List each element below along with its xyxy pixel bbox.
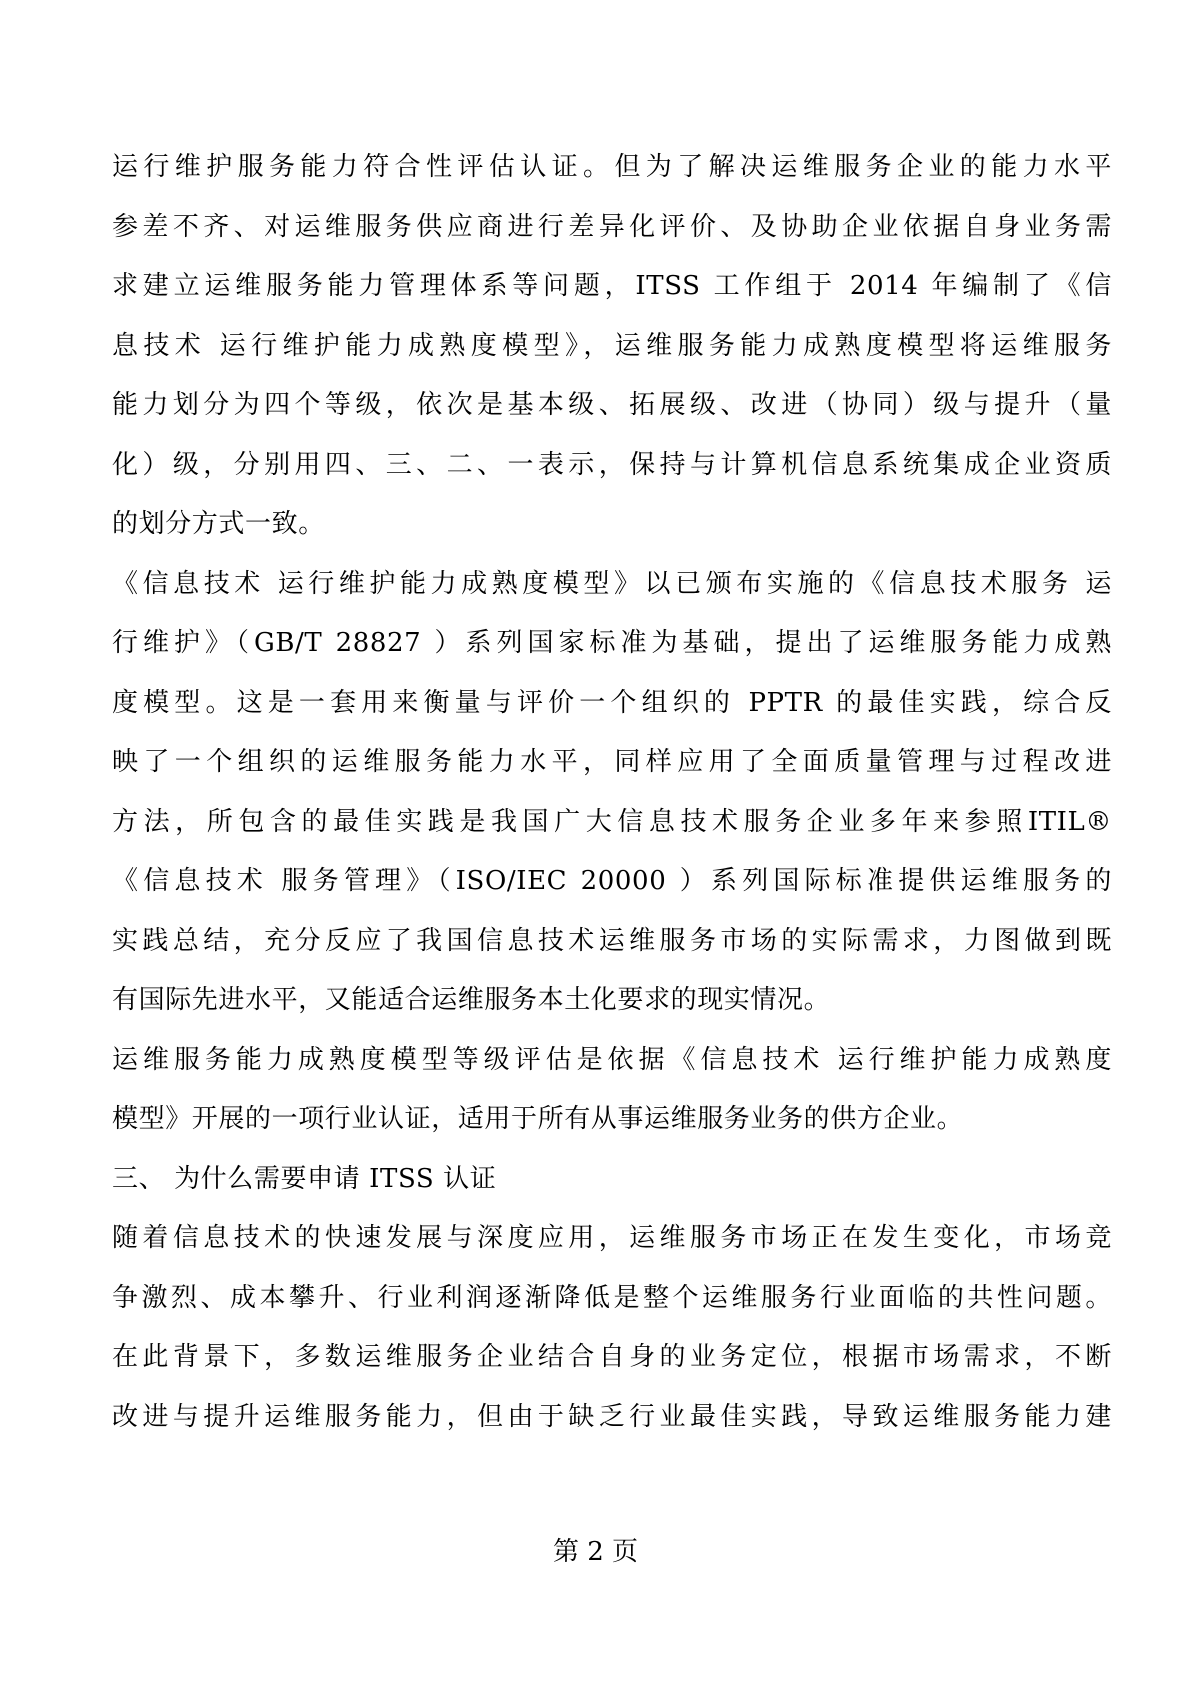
text-line: 能力划分为四个等级，依次是基本级、拓展级、改进（协同）级与提升（量 (112, 390, 1112, 420)
text-line: 在此背景下，多数运维服务企业结合自身的业务定位，根据市场需求，不断 (112, 1342, 1112, 1372)
text-line: 方法，所包含的最佳实践是我国广大信息技术服务企业多年来参照ITIL® (112, 806, 1112, 837)
text-line: 度模型。这是一套用来衡量与评价一个组织的 PPTR 的最佳实践，综合反 (112, 687, 1112, 718)
text-line: 化）级，分别用四、三、二、一表示，保持与计算机信息系统集成企业资质 (112, 449, 1112, 480)
text-line: 实践总结，充分反应了我国信息技术运维服务市场的实际需求，力图做到既 (112, 925, 1112, 956)
text-line: 行维护》（GB/T 28827 ）系列国家标准为基础，提出了运维服务能力成熟 (112, 628, 1112, 658)
page-number: 第 2 页 (552, 1537, 639, 1567)
text-line: 改进与提升运维服务能力，但由于缺乏行业最佳实践，导致运维服务能力建 (112, 1401, 1112, 1432)
text-line: 参差不齐、对运维服务供应商进行差异化评价、及协助企业依据自身业务需 (112, 211, 1112, 242)
text-line: 运维服务能力成熟度模型等级评估是依据《信息技术 运行维护能力成熟度 (112, 1044, 1112, 1075)
text-line: 《信息技术 服务管理》（ISO/IEC 20000 ）系列国际标准提供运维服务的 (112, 866, 1112, 896)
section-heading: 三、 为什么需要申请 ITSS 认证 (112, 1163, 497, 1194)
text-line: 求建立运维服务能力管理体系等问题，ITSS 工作组于 2014 年编制了《信 (112, 271, 1112, 301)
text-line: 映了一个组织的运维服务能力水平，同样应用了全面质量管理与过程改进 (112, 747, 1112, 777)
text-line: 运行维护服务能力符合性评估认证。但为了解决运维服务企业的能力水平 (112, 152, 1112, 182)
text-line: 有国际先进水平，又能适合运维服务本土化要求的现实情况。 (112, 985, 831, 1015)
text-line: 的划分方式一致。 (112, 509, 325, 539)
text-line: 模型》开展的一项行业认证，适用于所有从事运维服务业务的供方企业。 (112, 1104, 964, 1134)
text-line: 息技术 运行维护能力成熟度模型》，运维服务能力成熟度模型将运维服务 (112, 330, 1112, 361)
text-line: 争激烈、成本攀升、行业利润逐渐降低是整个运维服务行业面临的共性问题。 (112, 1282, 1112, 1313)
text-line: 《信息技术 运行维护能力成熟度模型》以已颁布实施的《信息技术服务 运 (112, 568, 1112, 599)
text-line: 随着信息技术的快速发展与深度应用，运维服务市场正在发生变化，市场竞 (112, 1223, 1112, 1253)
body-text (112, 138, 1112, 1447)
